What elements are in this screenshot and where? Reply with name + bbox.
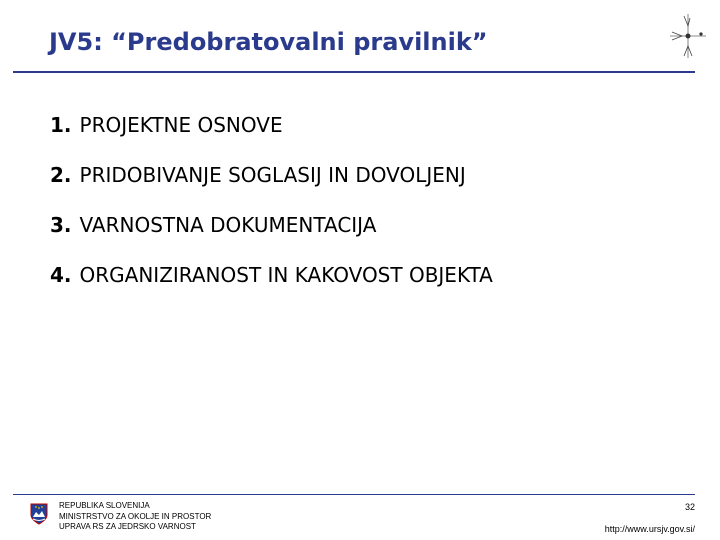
footer-org-line: REPUBLIKA SLOVENIJA	[59, 501, 150, 510]
agenda-list	[50, 111, 493, 311]
footer-url-link[interactable]: http://www.ursjv.gov.si/	[604, 524, 695, 534]
agenda-item-number: 4.	[50, 263, 72, 287]
page-number: 32	[684, 502, 695, 512]
agenda-item-number: 1.	[50, 113, 72, 137]
agenda-item-text: VARNOSTNA DOKUMENTACIJA	[79, 213, 377, 237]
agenda-item-number: 3.	[50, 213, 72, 237]
agenda-item-text: ORGANIZIRANOST IN KAKOVOST OBJEKTA	[79, 263, 493, 287]
footer-divider	[13, 494, 695, 495]
footer-org-line: MINISTRSTVO ZA OKOLJE IN PROSTOR	[59, 511, 212, 521]
footer-org-line: UPRAVA RS ZA JEDRSKO VARNOST	[59, 522, 196, 531]
title-divider	[13, 71, 695, 73]
agenda-item-text: PRIDOBIVANJE SOGLASIJ IN DOVOLJENJ	[79, 163, 466, 187]
agenda-item	[50, 211, 493, 261]
footer-organization	[59, 501, 211, 533]
agenda-item	[50, 161, 493, 211]
slovenia-crest-icon	[30, 503, 48, 525]
slide-title: JV5: “Predobratovalni pravilnik”	[49, 28, 488, 56]
atom-logo-icon	[668, 12, 708, 60]
agenda-item-text: PROJEKTNE OSNOVE	[79, 113, 283, 137]
agenda-item	[50, 261, 493, 311]
agenda-item-number: 2.	[50, 163, 72, 187]
agenda-item	[50, 111, 493, 161]
